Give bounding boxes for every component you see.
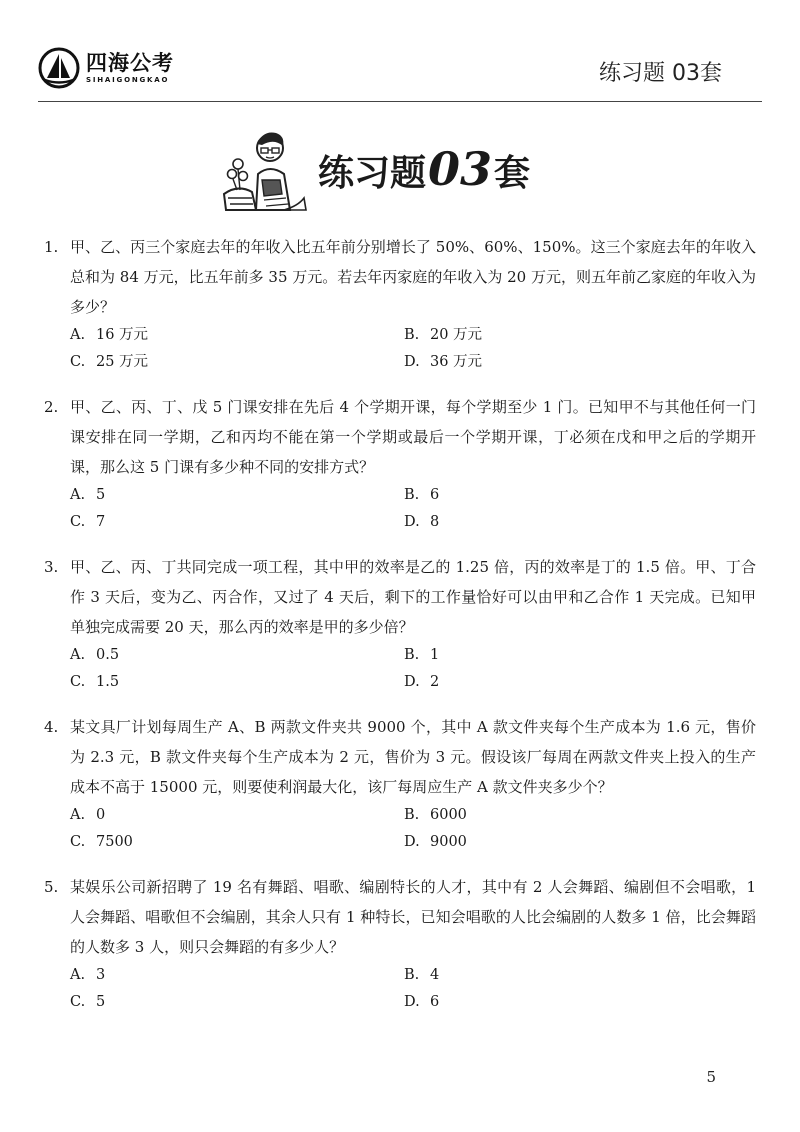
- question-stem: 甲、乙、丙三个家庭去年的年收入比五年前分别增长了 50%、60%、150%。这三个家庭去年的年收入总和为 84 万元，比五年前多 35 万元。若去年丙家庭的年收入为 20 万元，则五年前乙家庭的年收入为多少？: [70, 238, 756, 316]
- exercise-title: [318, 142, 530, 196]
- option-a: A. 0.5: [70, 647, 120, 663]
- option-d: D. 9000: [404, 834, 467, 850]
- sailboat-logo-icon: [38, 47, 80, 89]
- logo-name-cn: 四海公考: [86, 51, 174, 75]
- option-b: B. 4: [404, 967, 440, 983]
- option-a: A. 16 万元: [70, 327, 149, 343]
- option-c: C. 1.5: [70, 674, 120, 690]
- question: [44, 712, 756, 856]
- question: [44, 872, 756, 1016]
- option-b: B. 1: [404, 647, 440, 663]
- page-header: [0, 0, 800, 110]
- option-list: [70, 642, 756, 696]
- option-c: C. 7500: [70, 834, 133, 850]
- option-list: [70, 802, 756, 856]
- question-list: [44, 232, 756, 1032]
- option-c: C. 7: [70, 514, 106, 530]
- exercise-title-prefix: 练习题: [318, 153, 427, 194]
- title-banner: [218, 124, 530, 214]
- option-b: B. 20 万元: [404, 327, 483, 343]
- option-d: D. 6: [404, 994, 440, 1010]
- exercise-title-number: 03: [428, 142, 493, 196]
- question-stem: 甲、乙、丙、丁、戊 5 门课安排在先后 4 个学期开课，每个学期至少 1 门。已知甲不与其他任何一门课安排在同一学期，乙和丙均不能在第一个学期或最后一个学期开课，丁必须在戊和甲之后的学期开课，那么这 5 门课有多少种不同的安排方式？: [70, 398, 756, 476]
- question-stem: 甲、乙、丙、丁共同完成一项工程，其中甲的效率是乙的 1.25 倍，丙的效率是丁的 1.5 倍。甲、丁合作 3 天后，变为乙、丙合作，又过了 4 天后，剩下的工作量恰好可以由甲和乙合作 1 天完成。已知甲单独完成需要 20 天，那么丙的效率是甲的多少倍？: [70, 558, 756, 636]
- question-number: 1.: [44, 238, 59, 256]
- option-d: D. 2: [404, 674, 440, 690]
- option-b: B. 6: [404, 487, 440, 503]
- header-divider: [38, 101, 762, 102]
- question-number: 4.: [44, 718, 59, 736]
- option-a: A. 0: [70, 807, 106, 823]
- question: [44, 552, 756, 696]
- exercise-title-suffix: 套: [494, 153, 531, 194]
- option-list: [70, 322, 756, 376]
- question-stem: 某娱乐公司新招聘了 19 名有舞蹈、唱歌、编剧特长的人才，其中有 2 人会舞蹈、编剧但不会唱歌，1 人会舞蹈、唱歌但不会编剧，其余人只有 1 种特长，已知会唱歌的人比会编剧的人数多 1 倍，比会舞蹈的人数多 3 人，则只会舞蹈的有多少人？: [70, 878, 756, 956]
- question: [44, 392, 756, 536]
- question-number: 2.: [44, 398, 59, 416]
- question-number: 3.: [44, 558, 59, 576]
- option-list: [70, 482, 756, 536]
- logo-name-en: SIHAIGONGKAO: [86, 76, 170, 84]
- brand-logo: [38, 47, 174, 89]
- option-d: D. 8: [404, 514, 440, 530]
- question-number: 5.: [44, 878, 59, 896]
- option-a: A. 5: [70, 487, 106, 503]
- option-a: A. 3: [70, 967, 106, 983]
- page-number: 5: [706, 1068, 716, 1086]
- option-list: [70, 962, 756, 1016]
- question-stem: 某文具厂计划每周生产 A、B 两款文件夹共 9000 个，其中 A 款文件夹每个生产成本为 1.6 元，售价为 2.3 元，B 款文件夹每个生产成本为 2 元，售价为 3 元。假设该厂每周在两款文件夹上投入的生产成本不高于 15000 元，则要使利润最大化，该厂每周应生产 A 款文件夹多少个？: [70, 718, 756, 796]
- option-b: B. 6000: [404, 807, 467, 823]
- option-c: C. 25 万元: [70, 354, 149, 370]
- mascot-illustration-icon: [218, 124, 308, 214]
- question: [44, 232, 756, 376]
- option-d: D. 36 万元: [404, 354, 483, 370]
- exercise-set-label: 练习题 03套: [599, 61, 722, 86]
- option-c: C. 5: [70, 994, 106, 1010]
